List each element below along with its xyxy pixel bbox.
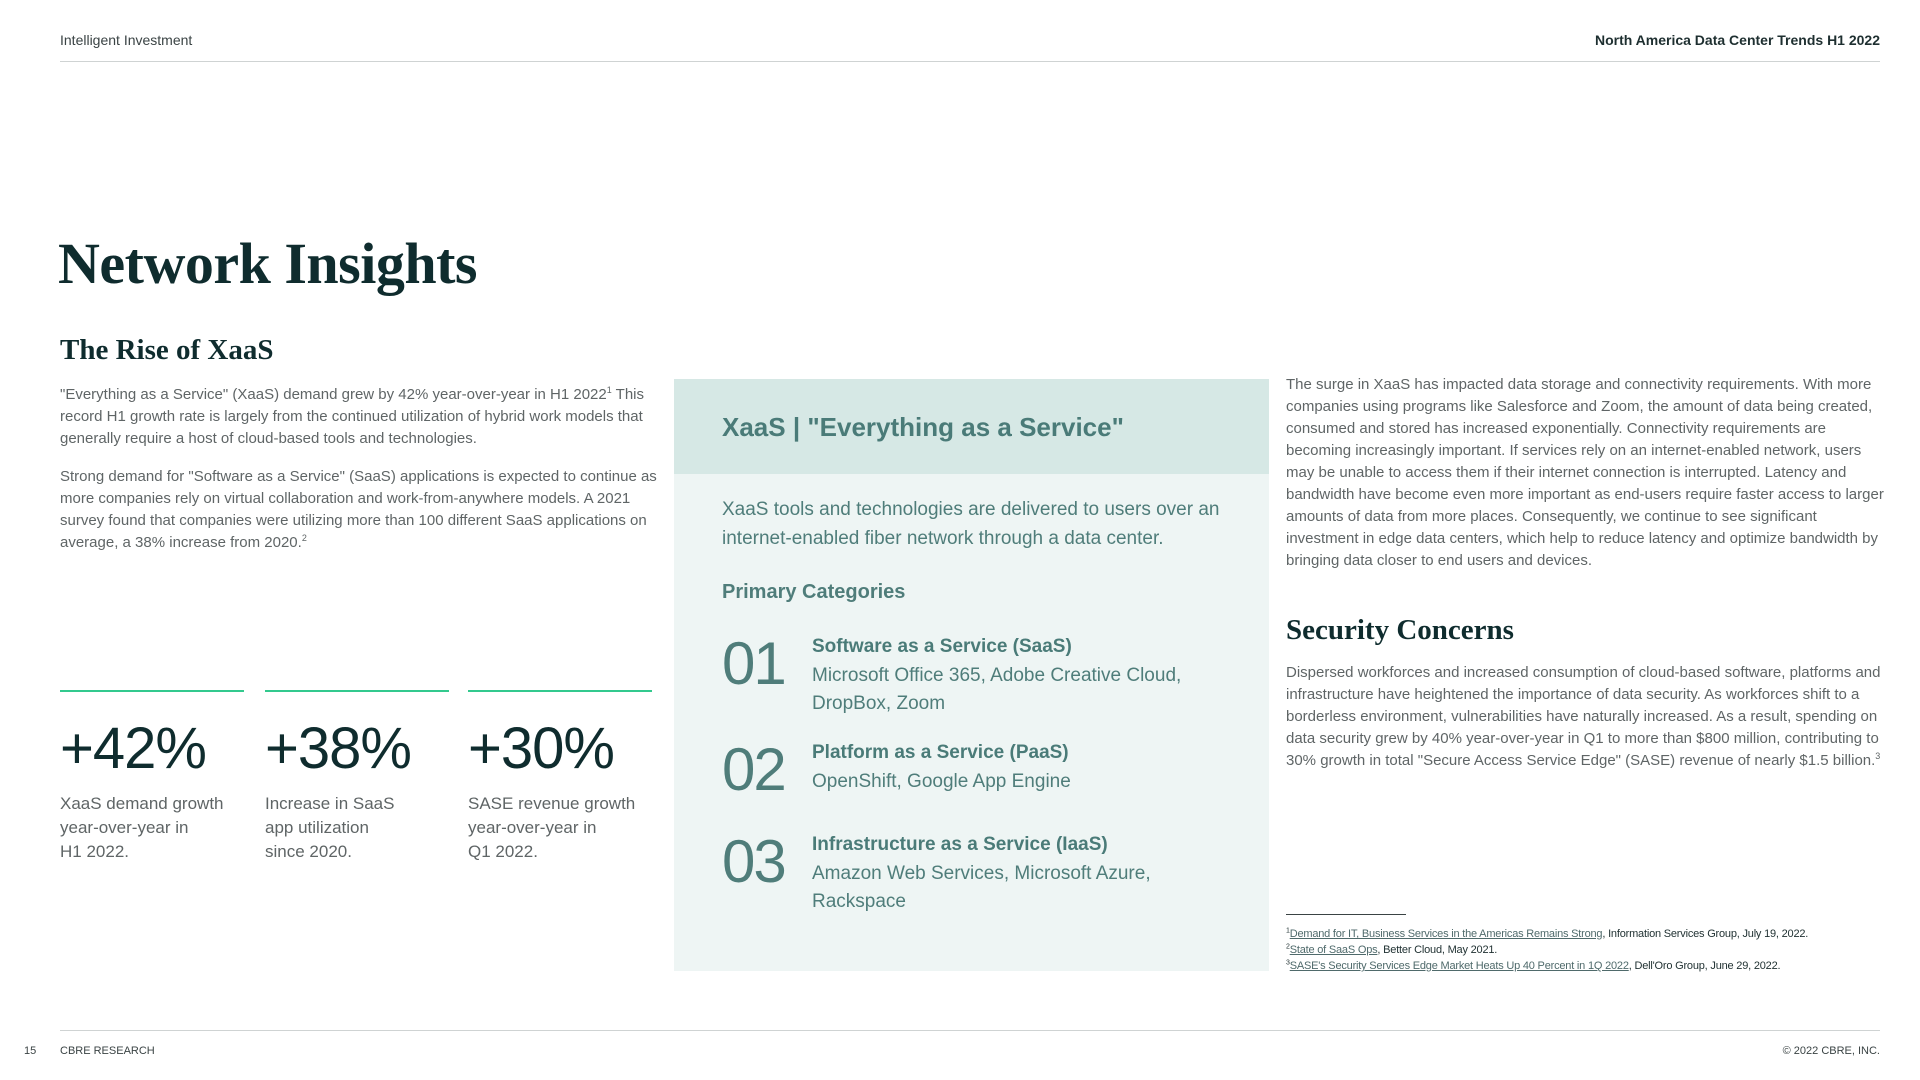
stat-value: +38% [265,716,411,781]
paragraph-security [1286,662,1886,772]
stat-value: +30% [468,716,614,781]
footnotes [1286,926,1808,974]
category-number: 03 [722,828,785,895]
paragraph-text: Strong demand for "Software as a Service" (SaaS) applications is expected to continue as more companies rely on virtual collaboration and work-from-anywhere models. A 2021 survey found that companies were utilizing more than 100 different SaaS applications on average, a 38% increase from 2020. [60,468,657,551]
panel-heading: XaaS | "Everything as a Service" [674,379,1269,474]
paragraph-xaas-surge: The surge in XaaS has impacted data storage and connectivity requirements. With more companies using programs like Salesforce and Zoom, the amount of data being created, consumed and stored has increased exponentially. Connectivity requirements are becoming increasingly important. If services rely on an internet-enabled network, users may be unable to access them if their internet connection is interrupted. Latency and bandwidth have become even more important as end-users require faster access to larger amounts of data from more places. Consequently, we continue to see significant investment in edge data centers, which help to reduce latency and optimize bandwidth by bringing data closer to end users and devices. [1286,376,1884,569]
paragraph-text: Dispersed workforces and increased consumption of cloud-based software, platforms and infrastructure have heightened the importance of data security. As workforces shift to a borderless environment, vulnerabilities have naturally increased. As a result, spending on data security grew by 40% year-over-year in Q1 to more than $800 million, contributing to 30% growth in total "Secure Access Service Edge" (SASE) revenue of nearly $1.5 billion. [1286,664,1881,769]
page-header [60,30,1880,62]
stat-label: Increase in SaaS app utilization since 2020. [265,794,395,861]
category-title: Platform as a Service (PaaS) [812,742,1069,763]
footnote-3 [1286,958,1808,974]
footnote-number: 1 [1286,927,1290,935]
footnote-number: 3 [1286,959,1290,967]
page-title: Network Insights [58,231,477,296]
footnote-ref-1: 1 [606,385,612,395]
paragraph-xaas-demand [60,384,652,450]
category-description: OpenShift, Google App Engine [812,771,1071,792]
category-number: 01 [722,630,785,697]
header-report-title: North America Data Center Trends H1 2022 [1594,32,1880,48]
footnote-2 [1286,942,1808,958]
category-description: Amazon Web Services, Microsoft Azure, Rackspace [812,863,1151,912]
category-title: Software as a Service (SaaS) [812,636,1072,657]
footnote-source: , Better Cloud, May 2021. [1377,944,1498,956]
stat-label: SASE revenue growth year-over-year in Q1 2022. [468,794,636,861]
footnote-link-2[interactable]: State of SaaS Ops [1289,944,1378,956]
footnote-source: , Information Services Group, July 19, 2022. [1602,928,1809,940]
footer-copyright: © 2022 CBRE, INC. [1782,1045,1880,1057]
footnote-number: 2 [1286,943,1290,951]
footnote-1 [1286,926,1808,942]
category-number: 02 [722,736,785,803]
page-number: 15 [24,1045,37,1057]
stat-sase-revenue [468,690,652,864]
footnote-ref-2: 2 [301,533,307,543]
footnote-divider [1286,914,1406,915]
footnote-source: , Dell'Oro Group, June 29, 2022. [1628,960,1781,972]
paragraph-saas-demand [60,466,660,554]
footer-publisher: CBRE RESEARCH [60,1045,155,1057]
stat-value: +42% [60,716,206,781]
xaas-info-panel [674,379,1269,971]
footnote-link-3[interactable]: SASE's Security Services Edge Market Heats Up 40 Percent in 1Q 2022 [1289,960,1629,972]
footnote-link-1[interactable]: Demand for IT, Business Services in the Americas Remains Strong [1289,928,1603,940]
category-title: Infrastructure as a Service (IaaS) [812,834,1108,855]
footer-divider [60,1030,1880,1031]
paragraph-text: This record H1 growth rate is largely from the continued utilization of hybrid work models that generally require a host of cloud-based tools and technologies. [60,386,644,447]
section-title-security-concerns: Security Concerns [1286,614,1514,646]
category-description: Microsoft Office 365, Adobe Creative Cloud, DropBox, Zoom [812,665,1182,714]
stat-xaas-demand [60,690,244,864]
stat-saas-utilization [265,690,449,864]
footnote-ref-3: 3 [1875,751,1881,761]
header-brand: Intelligent Investment [60,32,193,48]
paragraph-text: "Everything as a Service" (XaaS) demand grew by 42% year-over-year in H1 2022 [60,386,607,403]
panel-intro: XaaS tools and technologies are delivered to users over an internet-enabled fiber network through a data center. [722,499,1220,549]
panel-subheading: Primary Categories [722,581,906,603]
stat-label: XaaS demand growth year-over-year in H1 2022. [60,794,224,861]
section-title-rise-of-xaas: The Rise of XaaS [60,334,274,366]
